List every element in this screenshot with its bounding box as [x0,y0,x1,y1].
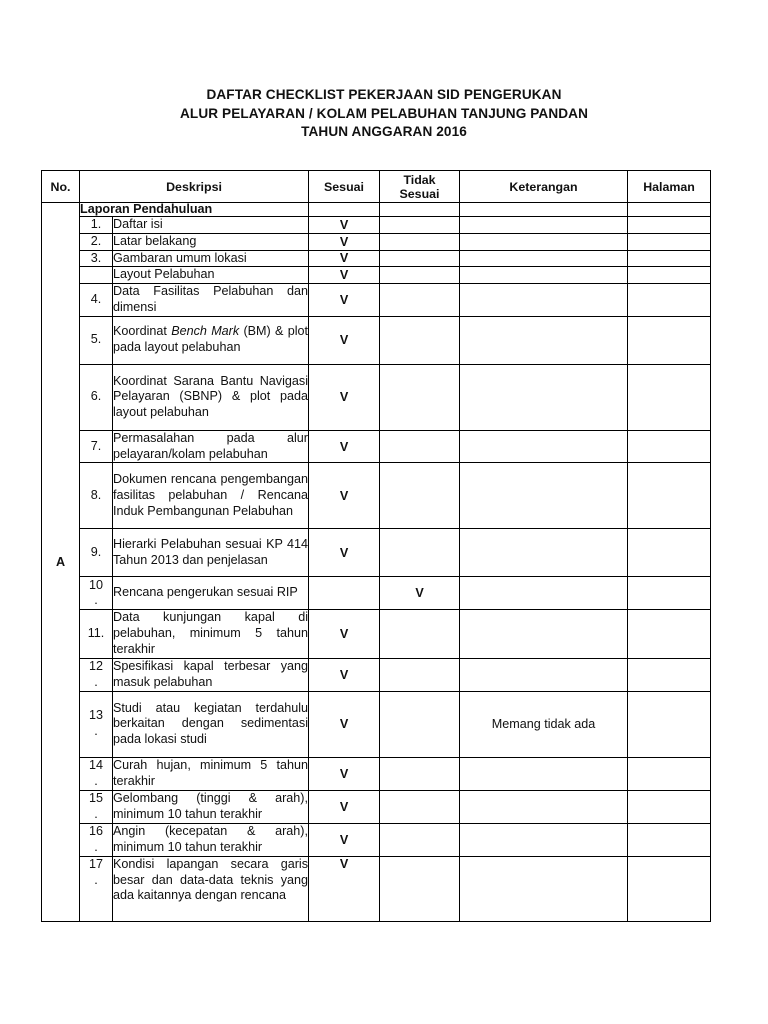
tidak-sesuai-mark [380,267,460,284]
section-title: Laporan Pendahuluan [80,203,309,217]
sesuai-mark: V [309,217,380,234]
table-row [42,316,711,364]
section-tidak-cell [380,203,460,217]
row-number-text: 5. [90,332,102,347]
tidak-sesuai-mark [380,856,460,921]
sesuai-mark: V [309,790,380,823]
section-keterangan-cell [460,203,628,217]
row-number-dot: . [94,773,98,788]
table-row [42,577,711,610]
header-tidak-line1: Tidak [403,172,436,187]
row-number [80,691,113,757]
row-number [80,463,113,529]
halaman-cell [628,316,711,364]
row-number-text: 7. [90,438,102,453]
row-number [80,823,113,856]
title-line-1: DAFTAR CHECKLIST PEKERJAAN SID PENGERUKAN [206,87,562,102]
row-number-dot: . [94,593,98,608]
halaman-cell [628,610,711,658]
row-description: Studi atau kegiatan terdahulu berkaitan dengan sedimentasi pada lokasi studi [113,691,309,757]
sesuai-mark: V [309,250,380,267]
header-tidak-line2: Sesuai [399,186,440,201]
tidak-sesuai-mark [380,610,460,658]
row-number [80,217,113,234]
description-text: Koordinat [113,324,172,339]
sesuai-mark: V [309,463,380,529]
row-number-text: 2. [90,233,102,248]
row-number [80,757,113,790]
section-letter: A [42,203,80,922]
keterangan-cell [460,250,628,267]
sesuai-mark: V [309,364,380,430]
row-number [80,267,113,284]
row-number-text: 15 [88,790,103,805]
keterangan-cell [460,529,628,577]
row-number-text: 6. [90,389,102,404]
row-number-text: 9. [90,544,102,559]
row-description: Dokumen rencana pengembangan fasilitas pelabuhan / Rencana Induk Pembangunan Pelabuhan [113,463,309,529]
halaman-cell [628,267,711,284]
table-row [42,233,711,250]
row-description: Rencana pengerukan sesuai RIP [113,577,309,610]
table-row [42,250,711,267]
halaman-cell [628,757,711,790]
tidak-sesuai-mark [380,790,460,823]
sesuai-mark [309,577,380,610]
tidak-sesuai-mark [380,658,460,691]
sesuai-mark: V [309,823,380,856]
row-number-text: 13 [88,708,103,723]
description-italic-term: Bench Mark [171,324,240,339]
keterangan-cell [460,316,628,364]
row-description: Angin (kecepatan & arah), minimum 10 tahun terakhir [113,823,309,856]
table-row [42,856,711,921]
row-number-dot: . [94,806,98,821]
tidak-sesuai-mark [380,284,460,317]
row-number [80,284,113,317]
header-no: No. [42,171,80,203]
table-row [42,430,711,463]
table-row [42,757,711,790]
keterangan-cell [460,217,628,234]
description-text: (BM) & plot pada layout pelabuhan [113,324,309,355]
tidak-sesuai-mark [380,217,460,234]
row-description [113,316,309,364]
halaman-cell [628,284,711,317]
sesuai-mark: V [309,856,380,921]
row-description: Data kunjungan kapal di pelabuhan, minimum 5 tahun terakhir [113,610,309,658]
halaman-cell [628,463,711,529]
table-row [42,691,711,757]
header-sesuai: Sesuai [309,171,380,203]
keterangan-cell [460,790,628,823]
table-row [42,610,711,658]
row-number [80,250,113,267]
halaman-cell [628,658,711,691]
row-number [80,610,113,658]
title-line-2: ALUR PELAYARAN / KOLAM PELABUHAN TANJUNG PANDAN [180,105,588,121]
sesuai-mark: V [309,430,380,463]
row-number-dot: . [94,872,98,887]
row-description: Latar belakang [113,233,309,250]
halaman-cell [628,364,711,430]
row-description: Koordinat Sarana Bantu Navigasi Pelayaran (SBNP) & plot pada layout pelabuhan [113,364,309,430]
row-description: Gelombang (tinggi & arah), minimum 10 tahun terakhir [113,790,309,823]
row-number-text: 16 [88,823,103,838]
row-number [80,316,113,364]
row-description: Data Fasilitas Pelabuhan dan dimensi [113,284,309,317]
table-row [42,364,711,430]
sesuai-mark: V [309,316,380,364]
sesuai-mark: V [309,267,380,284]
sesuai-mark: V [309,233,380,250]
row-number-dot: . [94,674,98,689]
keterangan-cell [460,658,628,691]
keterangan-cell [460,577,628,610]
keterangan-cell [460,823,628,856]
row-number [80,233,113,250]
title-line-3: TAHUN ANGGARAN 2016 [301,124,467,139]
keterangan-cell [460,856,628,921]
row-number-text: 10 [88,577,103,592]
row-description: Permasalahan pada alur pelayaran/kolam pelabuhan [113,430,309,463]
halaman-cell [628,529,711,577]
halaman-cell [628,790,711,823]
header-keterangan: Keterangan [460,171,628,203]
header-deskripsi: Deskripsi [80,171,309,203]
sesuai-mark: V [309,284,380,317]
row-number [80,856,113,921]
row-number-dot: . [94,839,98,854]
document-title [0,86,768,142]
tidak-sesuai-mark [380,430,460,463]
section-halaman-cell [628,203,711,217]
row-description: Kondisi lapangan secara garis besar dan data-data teknis yang ada kaitannya dengan rencana [113,856,309,921]
tidak-sesuai-mark [380,691,460,757]
header-halaman: Halaman [628,171,711,203]
row-description: Spesifikasi kapal terbesar yang masuk pelabuhan [113,658,309,691]
section-sesuai-cell [309,203,380,217]
tidak-sesuai-mark [380,757,460,790]
tidak-sesuai-mark [380,364,460,430]
keterangan-cell [460,430,628,463]
keterangan-cell [460,284,628,317]
tidak-sesuai-mark [380,233,460,250]
keterangan-cell [460,233,628,250]
table-row [42,529,711,577]
row-number [80,577,113,610]
sesuai-mark: V [309,529,380,577]
section-row [42,203,711,217]
halaman-cell [628,250,711,267]
row-description: Curah hujan, minimum 5 tahun terakhir [113,757,309,790]
table-row [42,267,711,284]
keterangan-cell [460,610,628,658]
halaman-cell [628,856,711,921]
sesuai-mark: V [309,691,380,757]
halaman-cell [628,691,711,757]
row-description: Gambaran umum lokasi [113,250,309,267]
tidak-sesuai-mark [380,316,460,364]
keterangan-cell [460,267,628,284]
halaman-cell [628,430,711,463]
row-number-text: 3. [90,250,102,265]
row-number [80,790,113,823]
row-number-text: 12 [88,658,103,673]
row-number [80,658,113,691]
row-number-text: 11. [87,626,105,641]
header-tidak-sesuai [380,171,460,203]
row-number-text: 17 [88,856,103,871]
row-description: Hierarki Pelabuhan sesuai KP 414 Tahun 2013 dan penjelasan [113,529,309,577]
keterangan-cell: Memang tidak ada [460,691,628,757]
tidak-sesuai-mark [380,823,460,856]
keterangan-cell [460,757,628,790]
halaman-cell [628,217,711,234]
halaman-cell [628,233,711,250]
tidak-sesuai-mark [380,250,460,267]
tidak-sesuai-mark: V [380,577,460,610]
sesuai-mark: V [309,658,380,691]
row-number-text: 1. [90,217,102,231]
row-number-text: 14 [88,757,103,772]
row-description: Daftar isi [113,217,309,234]
row-number-dot: . [94,724,98,739]
row-description: Layout Pelabuhan [113,267,309,284]
table-body [42,203,711,922]
keterangan-cell [460,364,628,430]
row-number [80,364,113,430]
table-row [42,658,711,691]
table-header-row [42,171,711,203]
halaman-cell [628,823,711,856]
row-number-text: 8. [90,487,102,502]
halaman-cell [628,577,711,610]
row-number [80,529,113,577]
table-row [42,217,711,234]
tidak-sesuai-mark [380,529,460,577]
row-number-text: 4. [90,292,102,307]
sesuai-mark: V [309,610,380,658]
sesuai-mark: V [309,757,380,790]
table-row [42,823,711,856]
table-row [42,790,711,823]
table-row [42,463,711,529]
keterangan-cell [460,463,628,529]
table-row [42,284,711,317]
row-number [80,430,113,463]
checklist-table [41,170,711,922]
tidak-sesuai-mark [380,463,460,529]
